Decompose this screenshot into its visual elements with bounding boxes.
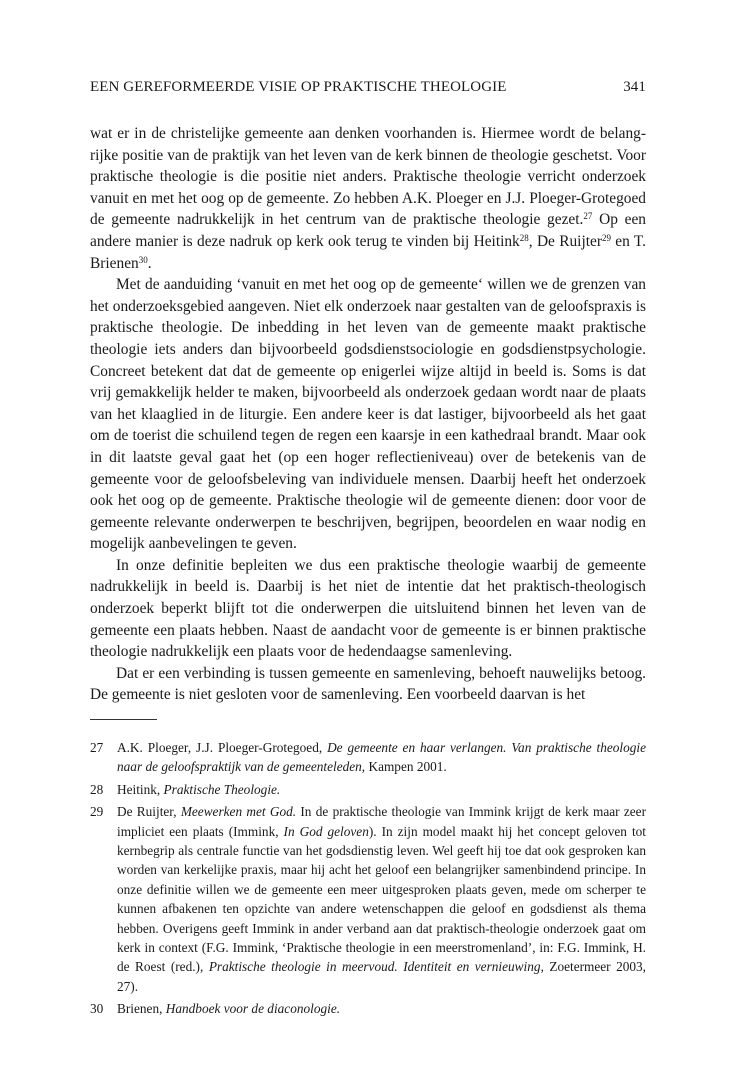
footnote-number: 28 (90, 781, 104, 797)
paragraph: In onze definitie bepleiten we dus een praktische theologie waarbij de gemeente nadrukkelijk in beeld is. Daarbij is het niet de intentie dat het praktisch-theologisch onderzoek beperkt blijft tot die onderwerpen die uitsluitend binnen het leven van de gemeente een plaats hebben. Naast de aandacht voor de gemeente is er binnen praktische theologie nadrukkelijk een plaats voor de hedendaagse samenleving. (90, 556, 646, 661)
footnote: 29 De Ruijter, Meewerken met God. In de praktische theologie van Immink krijgt de kerk maar zeer impliciet een plaats (Immink, In God geloven). In zijn model maakt hij het concept geloven tot kernbegrip als centrale functie van het godsdienstig leven. Wel geeft hij toe dat ook gesproken kan worden van kerkelijke praxis, maar hij acht het geloof een belangrijker samenbindend principe. In onze definitie willen we de gemeente een meer uitgesproken plaats geven, mede om scherper te kunnen afbakenen ten opzichte van andere wetenschappen die geloof en godsdienst als thema hebben. Overigens geeft Immink in ander verband aan dat praktisch-theologie onderzoek gaat om kerk in context (F.G. Immink, ‘Praktische theologie in een meerstromenland’, in: F.G. Immink, H. de Roest (red.), Praktische theologie in meervoud. Identiteit en vernieuwing, Zoetermeer 2003, 27). (90, 804, 647, 994)
footnote-separator (90, 719, 157, 720)
footnote-ref: 29 (601, 232, 611, 243)
paragraph: wat er in de christelijke gemeente aan denken voorhanden is. Hiermee wordt de belangrijke positie van de praktijk van het leven van de kerk binnen de theologie geschetst. Voor praktische theologie is die positie niet anders. Praktische theologie verricht onderzoek vanuit en met het oog op de gemeente. Zo hebben A.K. Ploeger en J.J. Ploeger-Grotegoed de gemeente nadrukkelijk in het centrum van de praktische theologie gezet.$^{27}$ Op een andere manier is deze nadruk op kerk ook terug te vinden bij Heitink$^{28}$, De Ruijter$^{29}$ en T. Brienen$^{30}$. (90, 125, 646, 272)
footnote-ref: 30 (138, 254, 148, 265)
paragraph: Met de aanduiding ‘vanuit en met het oog op de gemeente‘ willen we de grenzen van het onderzoeksgebied aangeven. Niet elk onderzoek naar gestalten van de geloofspraxis is praktische theologie. De inbedding in het leven van de gemeente maakt praktische theologie iets anders dan bijvoorbeeld godsdienstsociologie en godsdienstpsychologie. Concreet betekent dat dat de gemeente op enigerlei wijze altijd in beeld is. Soms is dat vrij gemakkelijk helder te maken, bijvoorbeeld als onderzoek gedaan wordt naar de plaats van het klaaglied in de liturgie. Een andere keer is dat lastiger, bijvoorbeeld als het gaat om de toerist die schuilend tegen de regen een kaarsje in een kathedraal brandt. Maar ook in dit laatste geval gaat het (op een hoger reflectieniveau) over de betekenis van de gemeente voor de geloofsbeleving van individuele mensen. Daarbij heeft het onderzoek ook het oog op de gemeente. Praktische theologie wil de gemeente dienen: door voor de gemeente relevante onderwerpen te beschrijven, begrijpen, beoordelen en waar nodig en mogelijk aanbevelingen te geven. (90, 276, 646, 553)
paragraph: Dat er een verbinding is tussen gemeente en samenleving, behoeft nauwelijks betoog. De gemeente is niet gesloten voor de samenleving. Een voorbeeld daarvan is het (90, 664, 646, 704)
running-title: EEN GEREFORMEERDE VISIE OP PRAKTISCHE THEOLOGIE (90, 79, 507, 95)
body-text (90, 123, 646, 706)
footnote-number: 29 (90, 804, 104, 820)
footnotes (90, 738, 646, 1022)
footnote-number: 27 (90, 740, 104, 755)
page-number: 341 (623, 79, 646, 95)
footnote: 27 A.K. Ploeger, J.J. Ploeger-Grotegoed, De gemeente en haar verlangen. Van praktische theologie naar de geloofspraktijk van de gemeenteleden, Kampen 2001. (90, 740, 646, 775)
footnote-ref: 28 (519, 232, 529, 243)
footnote-ref: 27 (583, 211, 593, 222)
footnote-number: 30 (90, 1001, 104, 1017)
footnote: 28 Heitink, Praktische Theologie. (90, 780, 646, 799)
footnote: 30 Brienen, Handboek voor de diaconologie. (90, 999, 646, 1018)
